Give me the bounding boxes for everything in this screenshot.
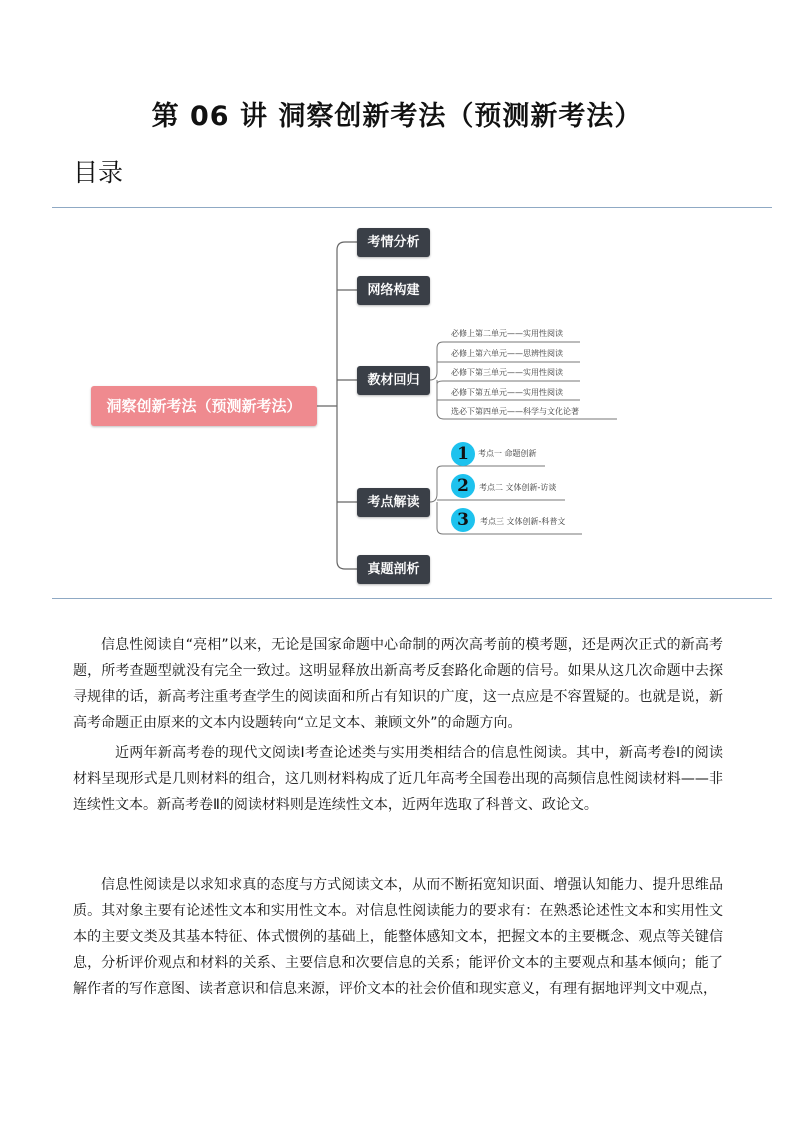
exam-point-label: 考点三 文体创新-科普文 xyxy=(480,517,566,526)
toc-heading: 目录 xyxy=(73,158,124,187)
page-title: 第 06 讲 洞察创新考法（预测新考法） xyxy=(151,101,643,132)
node-exam-analysis: 考情分析 xyxy=(357,228,430,257)
paragraph-2: 近两年新高考卷的现代文阅读Ⅰ考查论述类与实用类相结合的信息性阅读。其中，新高考卷Ⅰ的阅读材料呈现形式是几则材料的组合，这几则材料构成了近几年高考全国卷出现的高频信息性阅读材料——非连续性文本。新高考卷Ⅱ的阅读材料则是连续性文本，近两年选取了科普文、政论文。 xyxy=(73,745,723,813)
number-badge-3: 3 xyxy=(451,508,475,532)
node-real-questions: 真题剖析 xyxy=(357,555,430,584)
bottom-divider xyxy=(52,598,772,599)
textbook-leaf: 选必下第四单元——科学与文化论著 xyxy=(451,407,579,416)
textbook-leaf: 必修下第三单元——实用性阅读 xyxy=(451,368,563,377)
exam-point-label: 考点一 命题创新 xyxy=(478,449,537,458)
mindmap-root: 洞察创新考法（预测新考法） xyxy=(91,386,317,426)
paragraph-1: 信息性阅读自“亮相”以来，无论是国家命题中心命制的两次高考前的模考题，还是两次正式的新高考题，所考查题型就没有完全一致过。这明显释放出新高考反套路化命题的信号。如果从这几次命题中去探寻规律的话，新高考注重考查学生的阅读面和所占有知识的广度，这一点应是不容置疑的。也就是说，新高考命题正由原来的文本内设题转向“立足文本、兼顾文外”的命题方向。 xyxy=(73,637,723,731)
textbook-leaf: 必修下第五单元——实用性阅读 xyxy=(451,388,563,397)
node-exam-points: 考点解读 xyxy=(357,488,430,517)
paragraph-3: 信息性阅读是以求知求真的态度与方式阅读文本，从而不断拓宽知识面、增强认知能力、提升思维品质。其对象主要有论述性文本和实用性文本。对信息性阅读能力的要求有：在熟悉论述性文本和实用性文本的主要文类及其基本特征、体式惯例的基础上，能整体感知文本，把握文本的主要概念、观点等关键信息，分析评价观点和材料的关系、主要信息和次要信息的关系；能评价文本的主要观点和基本倾向；能了解作者的写作意图、读者意识和信息来源，评价文本的社会价值和现实意义，有理有据地评判文中观点， xyxy=(73,877,723,997)
node-textbook-review: 教材回归 xyxy=(357,366,430,395)
node-network-building: 网络构建 xyxy=(357,276,430,305)
number-badge-1: 1 xyxy=(451,442,475,466)
exam-point-label: 考点二 文体创新-访谈 xyxy=(479,483,557,492)
number-badge-2: 2 xyxy=(451,474,475,498)
textbook-leaf: 必修上第六单元——思辨性阅读 xyxy=(451,349,563,358)
textbook-leaf: 必修上第二单元——实用性阅读 xyxy=(451,329,563,338)
